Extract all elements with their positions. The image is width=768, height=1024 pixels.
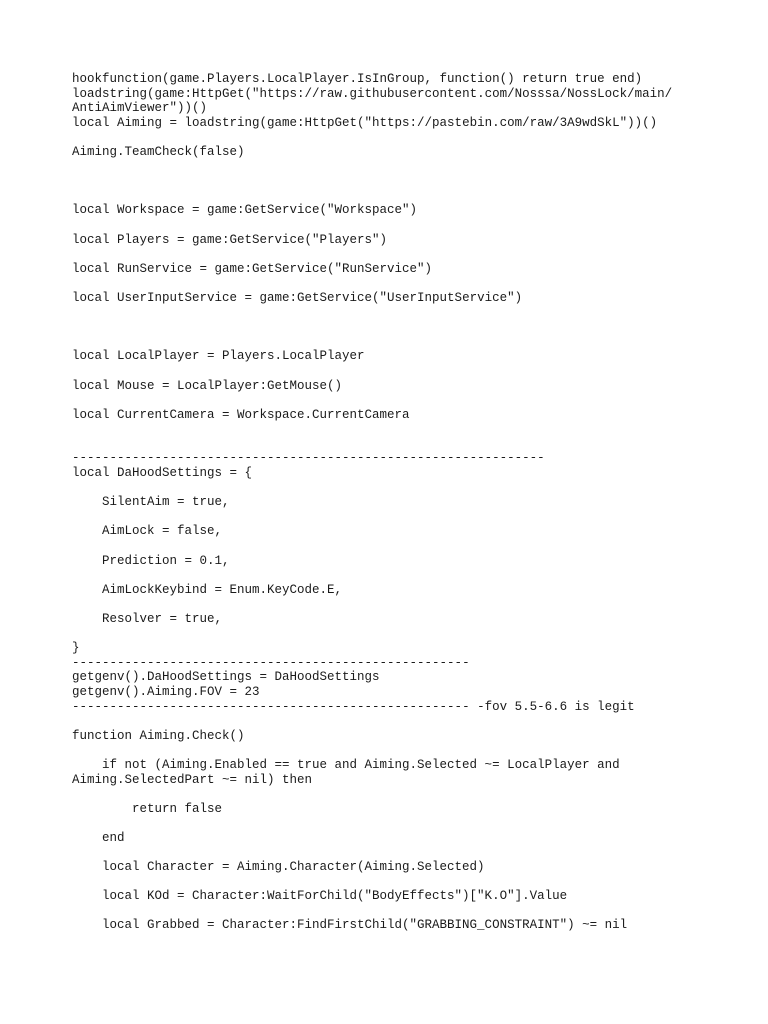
- code-line: Aiming.TeamCheck(false): [72, 144, 245, 159]
- code-line: local DaHoodSettings = {: [72, 466, 253, 481]
- code-line: local UserInputService = game:GetService("UserInputService"): [72, 290, 523, 305]
- code-line: local LocalPlayer = Players.LocalPlayer: [72, 349, 365, 364]
- code-line: local KOd = Character:WaitForChild("BodyEffects")["K.O"].Value: [102, 889, 568, 904]
- code-line: local Character = Aiming.Character(Aiming.Selected): [102, 860, 485, 875]
- code-line: Aiming.SelectedPart ~= nil) then: [72, 772, 313, 787]
- code-line: end: [102, 830, 125, 845]
- code-line: local Mouse = LocalPlayer:GetMouse(): [72, 378, 343, 393]
- code-line: Prediction = 0.1,: [102, 553, 230, 568]
- code-line: }: [72, 641, 80, 656]
- code-line: loadstring(game:HttpGet("https://raw.githubusercontent.com/Nosssa/NossLock/main/: [72, 86, 673, 101]
- code-line: local CurrentCamera = Workspace.CurrentCamera: [72, 407, 410, 422]
- code-line: AntiAimViewer"))(): [72, 101, 208, 116]
- code-line: if not (Aiming.Enabled == true and Aiming.Selected ~= LocalPlayer and: [102, 757, 620, 772]
- code-line: local Grabbed = Character:FindFirstChild("GRABBING_CONSTRAINT") ~= nil: [102, 918, 628, 933]
- code-line: SilentAim = true,: [102, 495, 230, 510]
- code-line: return false: [132, 801, 223, 816]
- code-line: local Players = game:GetService("Players"): [72, 232, 388, 247]
- separator-line: -----------------------------------------------------: [72, 655, 470, 670]
- code-document: [72, 72, 712, 933]
- code-line: getgenv().Aiming.FOV = 23: [72, 684, 260, 699]
- code-line: local Aiming = loadstring(game:HttpGet("https://pastebin.com/raw/3A9wdSkL"))(): [72, 115, 658, 130]
- separator-line: ---------------------------------------------------------------: [72, 451, 545, 466]
- code-line: getgenv().DaHoodSettings = DaHoodSettings: [72, 670, 380, 685]
- code-line: AimLockKeybind = Enum.KeyCode.E,: [102, 582, 343, 597]
- code-line: hookfunction(game.Players.LocalPlayer.IsInGroup, function() return true end): [72, 72, 643, 86]
- code-line: AimLock = false,: [102, 524, 223, 539]
- code-line: Resolver = true,: [102, 612, 223, 626]
- code-line: function Aiming.Check(): [72, 728, 245, 743]
- code-line: local Workspace = game:GetService("Workspace"): [72, 203, 418, 218]
- separator-line: ----------------------------------------------------- -fov 5.5-6.6 is legit: [72, 699, 635, 714]
- code-line: local RunService = game:GetService("RunService"): [72, 261, 433, 276]
